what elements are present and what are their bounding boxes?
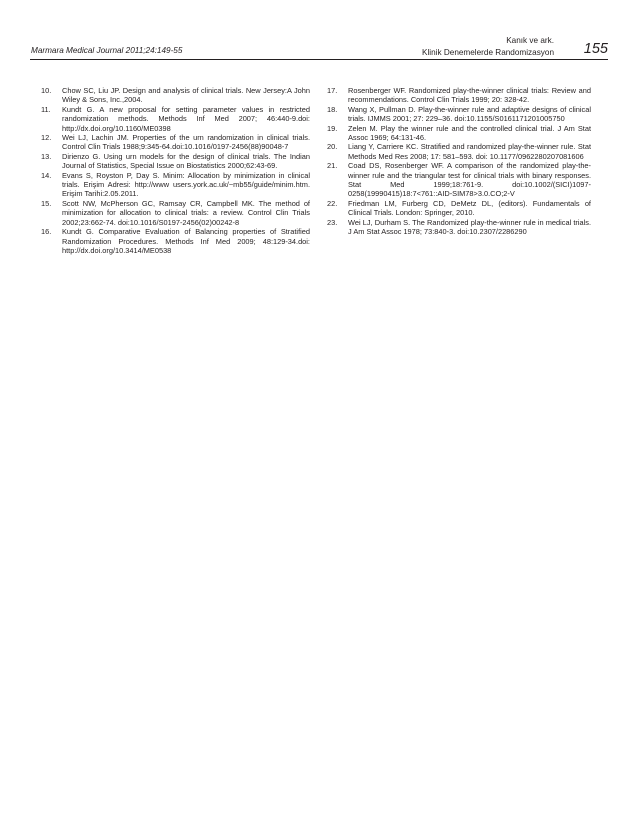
reference-text: Friedman LM, Furberg CD, DeMetz DL, (editors). Fundamentals of Clinical Trials. London: Springer, 2010. xyxy=(348,198,591,218)
reference-item xyxy=(41,171,310,199)
reference-number: 16. xyxy=(41,227,52,237)
reference-number: 19. xyxy=(327,123,338,133)
reference-item xyxy=(327,86,591,105)
reference-item xyxy=(327,124,591,143)
reference-text: Wei LJ, Durham S. The Randomized play-the-winner rule in medical trials. J Am Stat Assoc 1978; 73:840-3. doi:10.2307/2286290 xyxy=(348,217,591,237)
reference-item xyxy=(41,152,310,171)
reference-number: 22. xyxy=(327,198,338,208)
reference-item xyxy=(41,105,310,133)
references-right-column xyxy=(327,86,591,237)
reference-text: Coad DS, Rosenberger WF. A comparison of the randomized play-the-winner rule and the triangular test for clinical trials with binary responses. Stat Med 1999;18:761-9. doi:10.1002/(SICI)1097-0258(19990415)18:7<761::AID-SIM78>3.0.CO;2-V xyxy=(348,161,591,199)
running-header-authors: Kanık ve ark. xyxy=(506,36,554,45)
reference-item xyxy=(327,142,591,161)
references-left-column xyxy=(41,86,310,255)
running-header-title: Klinik Denemelerde Randomizasyon xyxy=(422,47,554,57)
page-number: 155 xyxy=(583,41,608,57)
reference-number: 20. xyxy=(327,142,338,152)
reference-text: Evans S, Royston P, Day S. Minim: Allocation by minimization in clinical trials. Erişim Adresi: http://www users.york.ac.uk/~mb55/guide/minim.htm. Erişim Tarihi:2.05.2011. xyxy=(62,170,310,199)
reference-number: 18. xyxy=(327,104,338,114)
reference-text: Wang X, Pullman D. Play-the-winner rule and adaptive designs of clinical trials. IJMMS 2001; 27: 229–36. doi:10.1155/S0161171201005750 xyxy=(348,104,591,124)
reference-text: Dirienzo G. Using urn models for the design of clinical trials. The Indian Journal of Statistics, Special Issue on Biostatistics 2000;62:43-69. xyxy=(62,151,310,171)
reference-item xyxy=(327,161,591,199)
reference-number: 15. xyxy=(41,198,52,208)
reference-text: Scott NW, McPherson GC, Ramsay CR, Campbell MK. The method of minimization for allocation to clinical trials: a review. Control Clin Trials 2002;23:662-74. doi:10.1016/S0197-2456(02)00242-8 xyxy=(62,198,310,227)
reference-text: Wei LJ, Lachin JM. Properties of the urn randomization in clinical trials. Control Clin Trials 1988;9:345-64.doi:10.1016/0197-2456(88)90048-7 xyxy=(62,133,310,152)
reference-item xyxy=(41,227,310,255)
reference-number: 10. xyxy=(41,86,52,95)
reference-number: 13. xyxy=(41,151,52,161)
reference-text: Liang Y, Carriere KC. Stratified and randomized play-the-winner rule. Stat Methods Med Res 2008; 17: 581–593. doi: 10.1177/0962280207081606 xyxy=(348,142,591,161)
reference-number: 11. xyxy=(41,104,51,114)
reference-number: 21. xyxy=(327,161,338,171)
reference-number: 17. xyxy=(327,86,338,95)
journal-citation: Marmara Medical Journal 2011;24:149-55 xyxy=(31,46,183,55)
reference-text: Zelen M. Play the winner rule and the controlled clinical trial. J Am Stat Assoc 1969; 64:131-46. xyxy=(348,123,591,143)
running-header xyxy=(422,35,554,58)
reference-text: Kundt G. Comparative Evaluation of Balancing properties of Stratified Randomization Procedures. Methods Inf Med 2009; 48:129-34.doi: http://dx.doi.org/10.3414/ME0538 xyxy=(62,227,310,255)
reference-item xyxy=(327,199,591,218)
reference-number: 14. xyxy=(41,170,52,180)
reference-text: Kundt G. A new proposal for setting parameter values in restricted randomization methods. Methods Inf Med 2007; 46:440-9.doi: http://dx.doi.org/10.1160/ME0398 xyxy=(62,104,310,133)
reference-item xyxy=(41,133,310,152)
reference-item xyxy=(41,86,310,105)
reference-item xyxy=(41,199,310,227)
reference-item xyxy=(327,105,591,124)
header-rule xyxy=(30,59,608,60)
reference-text: Chow SC, Liu JP. Design and analysis of clinical trials. New Jersey:A John Wiley & Sons, Inc.,2004. xyxy=(62,86,310,105)
reference-number: 23. xyxy=(327,217,338,227)
reference-item xyxy=(327,218,591,237)
reference-number: 12. xyxy=(41,133,52,143)
reference-text: Rosenberger WF. Randomized play-the-winner clinical trials: Review and recommendations. Control Clin Trials 1999; 20: 328-42. xyxy=(348,86,591,105)
